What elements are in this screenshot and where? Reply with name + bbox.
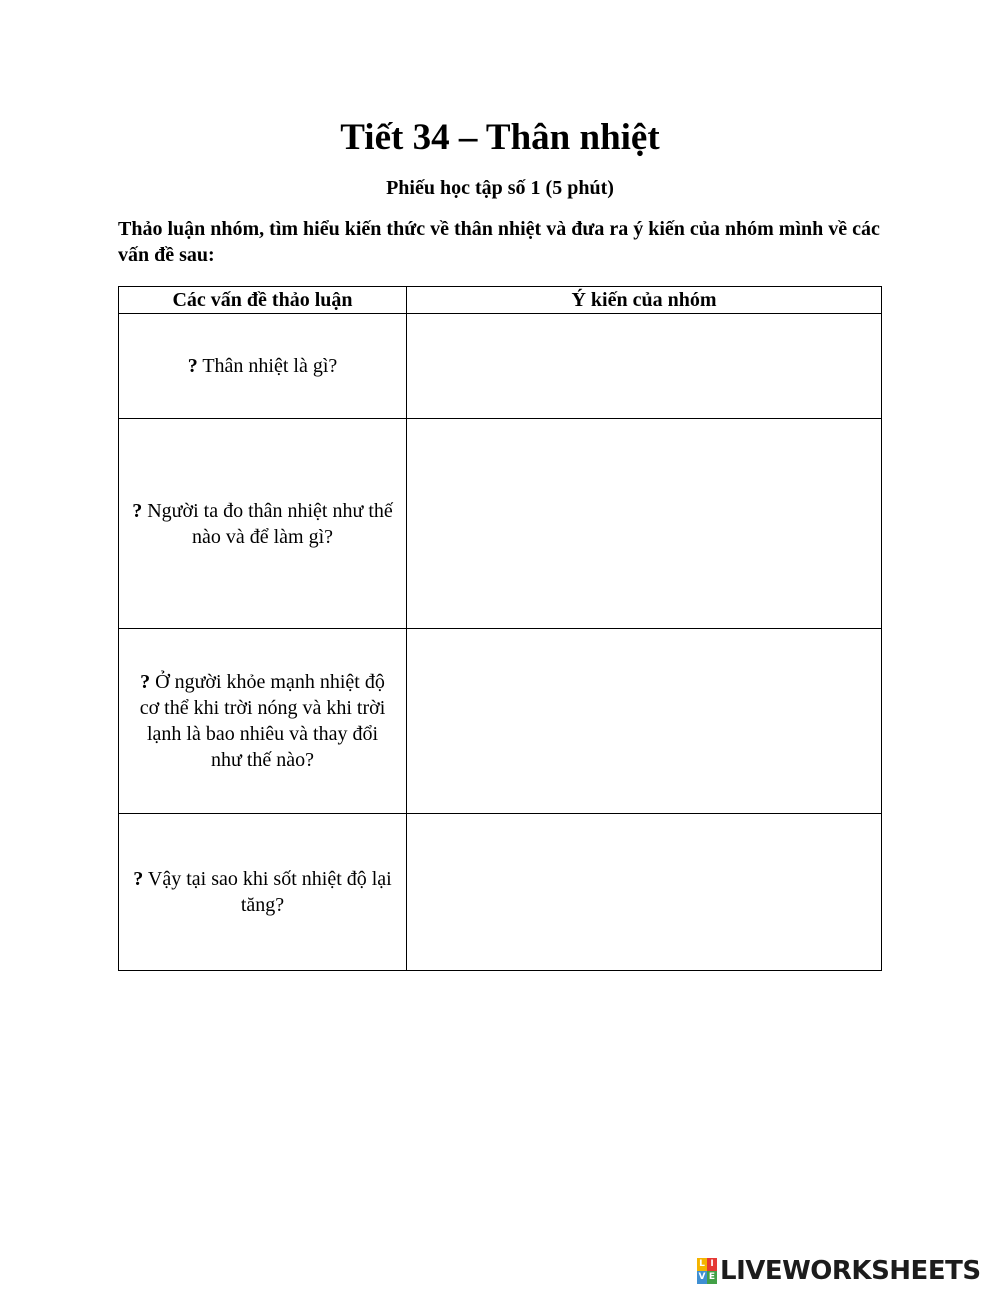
logo-letter: E: [708, 1272, 716, 1282]
question-mark: ?: [132, 499, 143, 522]
answer-cell[interactable]: [407, 814, 882, 971]
answer-cell[interactable]: [407, 419, 882, 629]
question-mark: ?: [187, 355, 198, 377]
table-header-row: [119, 287, 882, 314]
answer-cell[interactable]: [407, 629, 882, 814]
worksheet-title: Tiết 34 – Thân nhiệt: [340, 117, 660, 158]
table-row: [119, 814, 882, 971]
table-row: [119, 419, 882, 629]
question-text: Ở người khỏe mạnh nhiệt độ cơ thể khi trời nóng và khi trời lạnh là bao nhiêu và thay đổi như thế nào?: [139, 671, 386, 771]
question-mark: ?: [133, 868, 144, 890]
question-cell: [119, 419, 407, 629]
question-text: Người ta đo thân nhiệt như thế nào và để làm gì?: [142, 499, 393, 548]
question-cell: [119, 814, 407, 971]
liveworksheets-logo: [697, 1256, 981, 1286]
logo-letter: L: [697, 1258, 707, 1271]
logo-letter: I: [707, 1258, 717, 1271]
worksheet-instructions: Thảo luận nhóm, tìm hiểu kiến thức về thân nhiệt và đưa ra ý kiến của nhóm mình về các vấn đề sau:: [118, 218, 880, 266]
answer-cell[interactable]: [407, 314, 882, 419]
question-text: Thân nhiệt là gì?: [197, 355, 338, 377]
liveworksheets-logo-icon: [697, 1258, 717, 1284]
question-mark: ?: [140, 671, 151, 693]
worksheet-subtitle: Phiếu học tập số 1 (5 phút): [386, 177, 614, 199]
header-group-opinion: Ý kiến của nhóm: [407, 287, 882, 314]
question-cell: [119, 314, 407, 419]
table-row: [119, 314, 882, 419]
question-cell: [119, 629, 407, 814]
question-text: Vậy tại sao khi sốt nhiệt độ lại tăng?: [143, 868, 392, 916]
header-discussion-topics: Các vấn đề thảo luận: [119, 287, 407, 314]
table-row: [119, 629, 882, 814]
logo-letter: V: [698, 1272, 706, 1282]
liveworksheets-logo-text: LIVEWORKSHEETS: [720, 1256, 981, 1286]
discussion-table: [118, 286, 882, 971]
